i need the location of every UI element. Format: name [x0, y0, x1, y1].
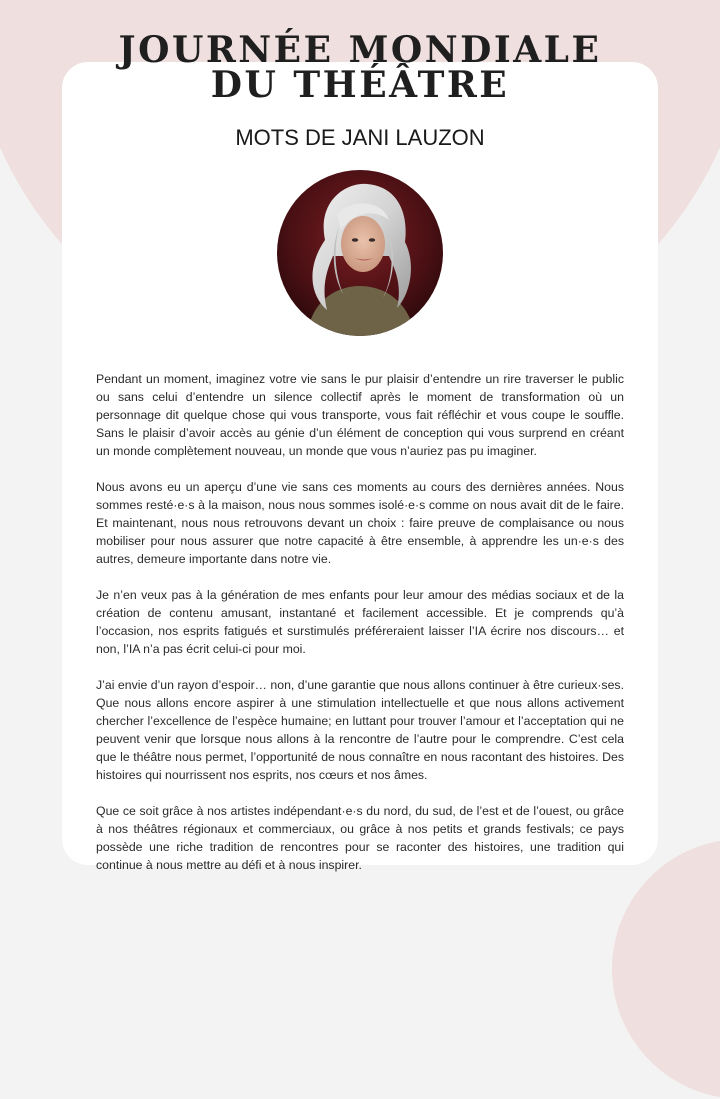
page-title-line-2: DU THÉÂTRE: [210, 64, 510, 106]
paragraph-1: Pendant un moment, imaginez votre vie sans le pur plaisir d’entendre un rire traverser le public ou sans celui d’entendre un silence collectif après le moment de transformation où un personnage dit quelque chose qui vous transporte, vous fait réfléchir et vous coupe le souffle. Sans le plaisir d’avoir accès au génie d’un élément de conception qui vous surprend en créant un monde complètement nouveau, un monde que vous n’auriez pas pu imaginer.: [96, 372, 624, 458]
page-title: [0, 29, 720, 106]
page-title-line-1: JOURNÉE MONDIALE: [118, 29, 602, 71]
article-body: [96, 370, 624, 892]
paragraph-2: Nous avons eu un aperçu d’une vie sans ces moments au cours des dernières années. Nous sommes resté·e·s à la maison, nous nous sommes isolé·e·s comme on nous avait dit de le faire. Et maintenant, nous nous retrouvons devant un choix : faire preuve de complaisance ou nous mobiliser pour nous assurer que notre capacité à être ensemble, à apprendre les un·e·s des autres, demeure importante dans notre vie.: [96, 480, 624, 566]
portrait-image: [277, 170, 443, 336]
paragraph-5: Que ce soit grâce à nos artistes indépendant·e·s du nord, du sud, de l’est et de l’ouest, ou grâce à nos théâtres régionaux et commerciaux, ou grâce à nos petits et grands festivals; ce pays possède une riche tradition de rencontres pour se raconter des histoires, une tradition qui continue à nous mettre au défi et à nous inspirer.: [96, 804, 624, 872]
paragraph-3: Je n’en veux pas à la génération de mes enfants pour leur amour des médias sociaux et de la création de contenu amusant, instantané et facilement accessible. Et je comprends qu’à l’occasion, nos esprits fatigués et surstimulés préféreraient laisser l’IA écrire nos discours… et non, l’IA n’a pas écrit celui-ci pour moi.: [96, 588, 624, 656]
paragraph-4: J’ai envie d’un rayon d’espoir… non, d’une garantie que nous allons continuer à être curieux·ses. Que nous allons encore aspirer à une stimulation intellectuelle et que nous allons activement chercher l’excellence de l’espèce humaine; en luttant pour trouver l’amour et l’acceptation qui ne peuvent venir que lorsque nous allons à la rencontre de l’autre pour le comprendre. C’est cela que le théâtre nous permet, l’opportunité de nous connaître en nous racontant des histoires. Des histoires qui nourrissent nos esprits, nos cœurs et nos âmes.: [96, 678, 624, 782]
author-portrait: [277, 170, 443, 336]
page-subtitle: MOTS DE JANI LAUZON: [235, 125, 485, 150]
decorative-circle-bottom: [612, 839, 720, 1099]
